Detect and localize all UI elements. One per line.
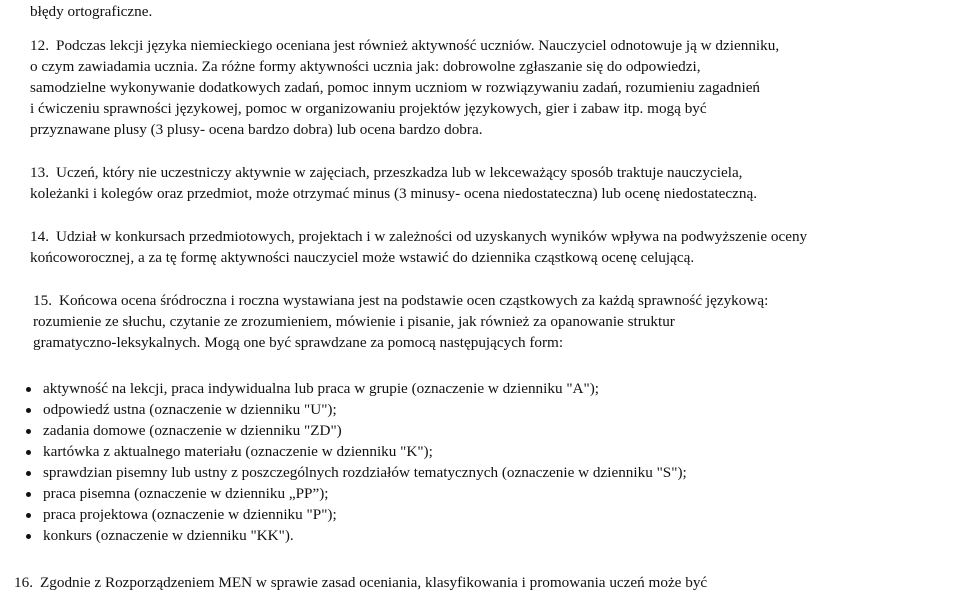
bullet-item-6: praca pisemna (oznaczenie w dzienniku „PP”); bbox=[43, 485, 329, 502]
item-16-number: 16. bbox=[14, 574, 33, 591]
item-13-line-1: Uczeń, który nie uczestniczy aktywnie w zajęciach, przeszkadza lub w lekceważący sposób traktuje nauczyciela, bbox=[56, 164, 743, 181]
item-12-number: 12. bbox=[30, 37, 49, 54]
bullet-item-7: praca projektowa (oznaczenie w dzienniku "P"); bbox=[43, 506, 337, 523]
bullet-marker bbox=[26, 492, 31, 497]
bullet-marker bbox=[26, 534, 31, 539]
bullet-item-1: aktywność na lekcji, praca indywidualna lub praca w grupie (oznaczenie w dzienniku "A"); bbox=[43, 380, 599, 397]
bullet-item-8: konkurs (oznaczenie w dzienniku "KK"). bbox=[43, 527, 294, 544]
item-15-line-3: gramatyczno-leksykalnych. Mogą one być sprawdzane za pomocą następujących form: bbox=[33, 334, 564, 351]
bullet-item-3: zadania domowe (oznaczenie w dzienniku "ZD") bbox=[43, 422, 342, 439]
bullet-item-2: odpowiedź ustna (oznaczenie w dzienniku "U"); bbox=[43, 401, 337, 418]
bullet-marker bbox=[26, 387, 31, 392]
item-14-line-1: Udział w konkursach przedmiotowych, projektach i w zależności od uzyskanych wyników wpływa na podwyższenie oceny bbox=[56, 228, 808, 245]
item-12-line-1: Podczas lekcji języka niemieckiego oceniana jest również aktywność uczniów. Nauczyciel odnotowuje ją w dzienniku, bbox=[56, 37, 780, 54]
item-15-line-1: Końcowa ocena śródroczna i roczna wystawiana jest na podstawie ocen cząstkowych za każdą sprawność językową: bbox=[59, 292, 769, 309]
item-12-line-3: samodzielne wykonywanie dodatkowych zadań, pomoc innym uczniom w rozwiązywaniu zadań, rozumieniu zagadnień bbox=[30, 79, 761, 96]
bullet-item-4: kartówka z aktualnego materiału (oznaczenie w dzienniku "K"); bbox=[43, 443, 433, 460]
item-12-line-4: i ćwiczeniu sprawności językowej, pomoc w organizowaniu projektów językowych, gier i zabaw itp. mogą być bbox=[30, 100, 707, 117]
bullet-item-5: sprawdzian pisemny lub ustny z poszczególnych rozdziałów tematycznych (oznaczenie w dzienniku "S"); bbox=[43, 464, 687, 481]
item-14-number: 14. bbox=[30, 228, 49, 245]
previous-item-fragment: błędy ortograficzne. bbox=[30, 3, 153, 20]
item-15-number: 15. bbox=[33, 292, 52, 309]
bullet-marker bbox=[26, 408, 31, 413]
item-13-number: 13. bbox=[30, 164, 49, 181]
bullet-marker bbox=[26, 513, 31, 518]
item-14-line-2: końcoworocznej, a za tę formę aktywności nauczyciel może wstawić do dziennika cząstkową ocenę celującą. bbox=[30, 249, 695, 266]
item-12-line-5: przyznawane plusy (3 plusy- ocena bardzo dobra) lub ocena bardzo dobra. bbox=[30, 121, 483, 138]
item-13-line-2: koleżanki i kolegów oraz przedmiot, może otrzymać minus (3 minusy- ocena niedostateczna) lub ocenę niedostateczną. bbox=[30, 185, 758, 202]
bullet-marker bbox=[26, 471, 31, 476]
item-12-line-2: o czym zawiadamia ucznia. Za różne formy aktywności ucznia jak: dobrowolne zgłaszanie się do odpowiedzi, bbox=[30, 58, 701, 75]
item-15-line-2: rozumienie ze słuchu, czytanie ze zrozumieniem, mówienie i pisanie, jak również za opanowanie struktur bbox=[33, 313, 675, 330]
item-16-line-1: Zgodnie z Rozporządzeniem MEN w sprawie zasad oceniania, klasyfikowania i promowania uczeń może być bbox=[40, 574, 708, 591]
bullet-marker bbox=[26, 429, 31, 434]
bullet-marker bbox=[26, 450, 31, 455]
